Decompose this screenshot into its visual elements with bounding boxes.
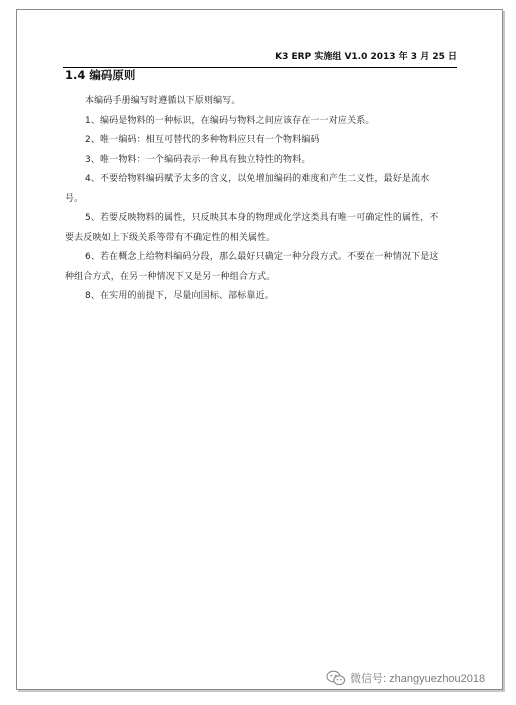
- paragraph-rule-2: 2、唯一编码：相互可替代的多种物料应只有一个物料编码: [85, 135, 320, 145]
- paragraph-rule-8: 8、在实用的前提下，尽量向国标、部标靠近。: [85, 291, 274, 301]
- section-body: [65, 92, 440, 307]
- watermark-text: 微信号: zhangyuezhou2018: [350, 673, 486, 685]
- paragraph-rule-1: 1、编码是物料的一种标识，在编码与物料之间应该存在一一对应关系。: [85, 115, 375, 126]
- paragraph-intro: 本编码手册编写时遵循以下原则编写。: [85, 96, 241, 106]
- paragraph-rule-5: 5、若要反映物料的属性，只反映其本身的物理或化学这类具有唯一可确定性的属性，不要去反映如上下级关系等带有不确定性的相关属性。: [65, 213, 439, 243]
- page-header: K3 ERP 实施组 V1.0 2013 年 3 月 25 日: [63, 47, 457, 68]
- paragraph-rule-3: 3、唯一物料：一个编码表示一种具有独立特性的物料。: [85, 154, 311, 165]
- document-page: [16, 9, 503, 690]
- watermark: [326, 670, 485, 686]
- wechat-icon: [326, 670, 346, 686]
- paragraph-rule-4: 4、不要给物料编码赋予太多的含义，以免增加编码的难度和产生二义性，最好是流水号。: [65, 174, 430, 204]
- section-title: 1.4 编码原则: [65, 68, 136, 82]
- paragraph-rule-6: 6、若在概念上给物料编码分段，那么最好只确定一种分段方式。不要在一种情况下是这种组合方式，在另一种情况下又是另一种组合方式。: [65, 252, 439, 282]
